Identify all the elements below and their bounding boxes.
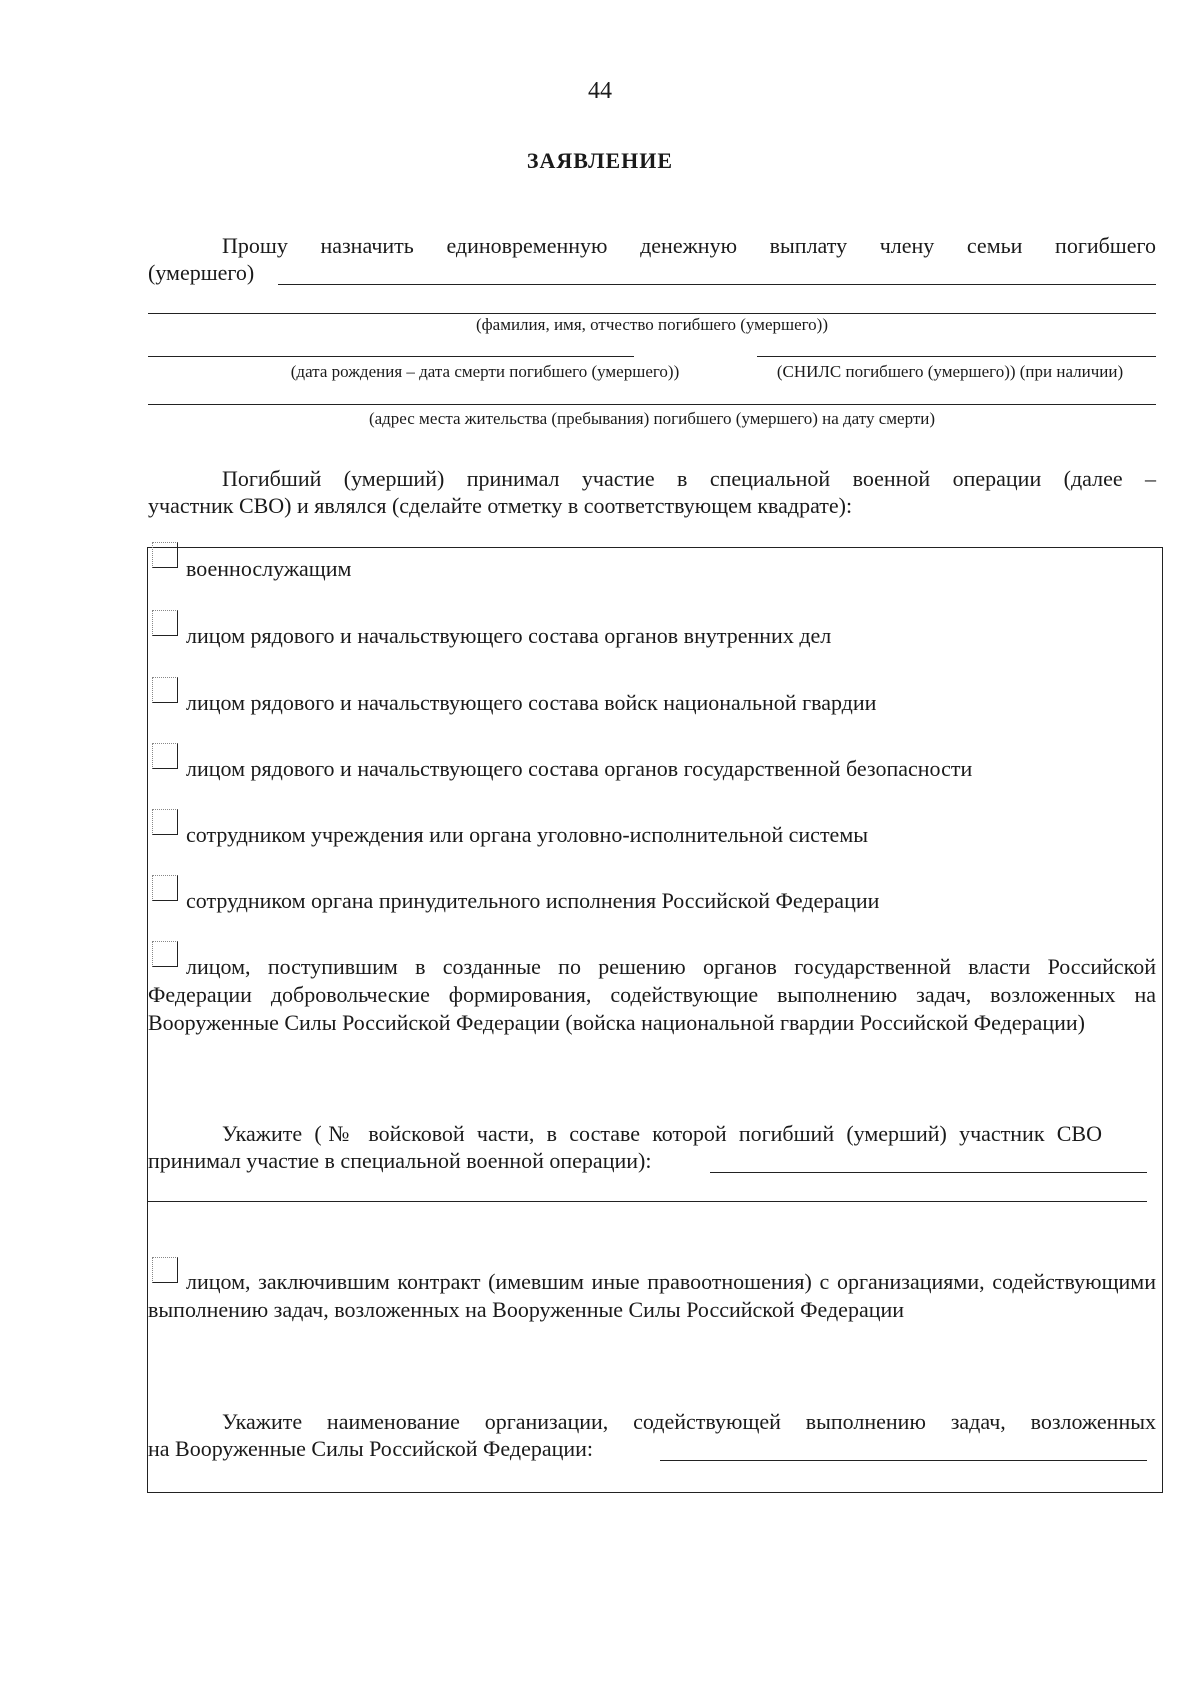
org-prompt-line2: на Вооруженные Силы Российской Федерации: — [148, 1436, 594, 1461]
page-number: 44 — [588, 78, 612, 104]
dates-caption: (дата рождения – дата смерти погибшего (умершего)) — [290, 362, 680, 381]
option-label: лицом рядового и начальствующего состава органов внутренних дел — [186, 623, 832, 648]
option-label: лицом рядового и начальствующего состава органов государственной безопасности — [186, 756, 973, 781]
participation-text-line2: участник СВО) и являлся (сделайте отметку в соответствующем квадрате): — [148, 493, 853, 518]
checkbox-enforcement[interactable] — [152, 875, 178, 901]
option-label: сотрудником учреждения или органа уголовно-исполнительной системы — [186, 822, 869, 847]
address-field[interactable] — [148, 404, 1156, 405]
deceased-name-field-line2[interactable] — [148, 313, 1156, 314]
checkbox-serviceman[interactable] — [152, 542, 178, 568]
option-label: лицом, поступившим в созданные по решению органов государственной власти Российской Федерации добровольческие формирования, содействующие выполнению задач, возложенных на Вооруженные Силы Российской Федерации (войска национальной гвардии Российской Федерации) — [148, 954, 1156, 1035]
option-label: лицом рядового и начальствующего состава войск национальной гвардии — [186, 690, 877, 715]
option-label: лицом, заключившим контракт (имевшим иные правоотношения) с организациями, содействующими выполнению задач, возложенных на Вооруженные Силы Российской Федерации — [148, 1269, 1156, 1322]
option-label: военнослужащим — [186, 556, 352, 581]
full-name-caption: (фамилия, имя, отчество погибшего (умершего)) — [475, 315, 828, 334]
participation-text: Погибший (умерший) принимал участие в специальной военной операции (далее – — [222, 466, 1156, 491]
dates-field[interactable] — [148, 356, 634, 357]
option-contract-text — [148, 1268, 1156, 1324]
checkbox-state-security[interactable] — [152, 743, 178, 769]
option-volunteer-text — [148, 953, 1156, 1037]
organization-name-field[interactable] — [660, 1460, 1147, 1461]
checkbox-national-guard[interactable] — [152, 677, 178, 703]
military-unit-field-line2[interactable] — [148, 1201, 1147, 1202]
unit-prompt: Укажите (№ войсковой части, в составе которой погибший (умерший) участник СВО — [222, 1121, 1102, 1146]
snils-field[interactable] — [757, 356, 1156, 357]
checkbox-penitentiary[interactable] — [152, 809, 178, 835]
address-caption: (адрес места жительства (пребывания) погибшего (умершего) на дату смерти) — [368, 409, 936, 428]
military-unit-field[interactable] — [710, 1172, 1147, 1173]
snils-caption: (СНИЛС погибшего (умершего)) (при наличии) — [776, 362, 1124, 381]
deceased-name-field[interactable] — [278, 284, 1156, 285]
request-text: Прошу назначить единовременную денежную выплату члену семьи погибшего — [222, 233, 1156, 258]
request-text-line2: (умершего) — [148, 260, 255, 285]
document-title: ЗАЯВЛЕНИЕ — [526, 148, 674, 173]
org-prompt: Укажите наименование организации, содействующей выполнению задач, возложенных — [222, 1409, 1156, 1434]
unit-prompt-line2: принимал участие в специальной военной операции): — [148, 1148, 652, 1173]
option-label: сотрудником органа принудительного исполнения Российской Федерации — [186, 888, 880, 913]
checkbox-internal-affairs[interactable] — [152, 610, 178, 636]
